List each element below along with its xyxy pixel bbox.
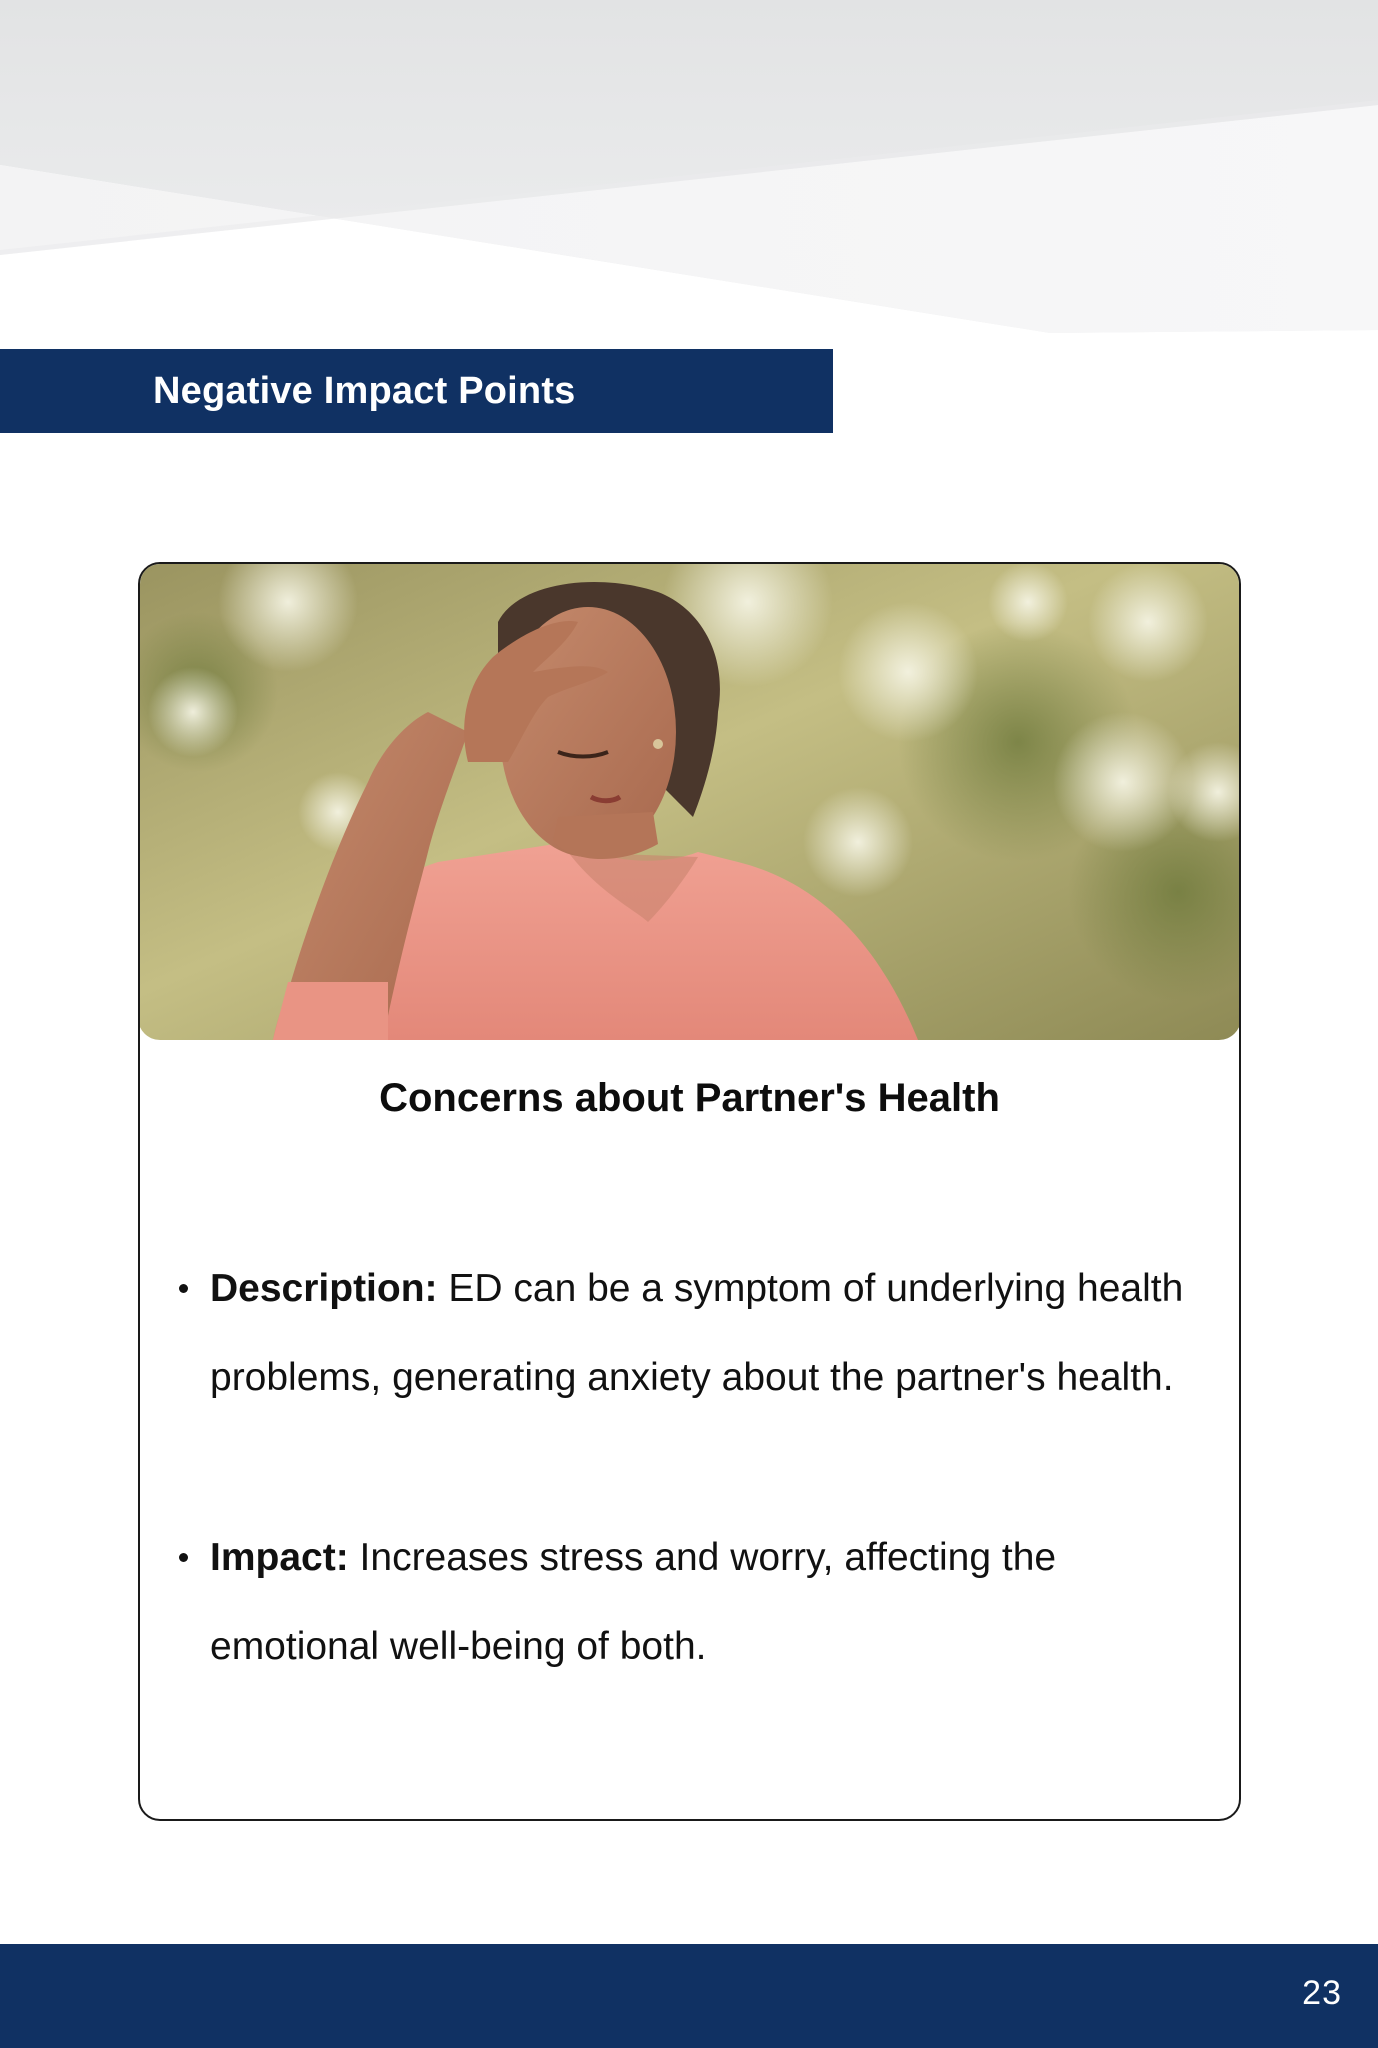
footer-bar [0,1944,1378,2048]
section-title: Negative Impact Points [153,369,576,412]
bullet-label: Impact: [210,1536,349,1579]
bullet-text: Increases stress and worry, affecting the emotional well-being of both. [210,1536,1057,1668]
worried-woman-photo [138,562,1241,1040]
card-heading: Concerns about Partner's Health [379,1076,1000,1120]
bullet-impact [210,1513,1230,1691]
bullet-label: Description: [210,1267,438,1310]
decorative-header-band [0,0,1378,340]
content-card [138,562,1241,1821]
bullet-description [210,1244,1230,1422]
page-number: 23 [1302,1974,1342,2012]
bullet-text: ED can be a symptom of underlying health problems, generating anxiety about the partner's health. [210,1267,1184,1399]
bullet-list [210,1244,1230,1691]
section-banner [0,349,833,433]
